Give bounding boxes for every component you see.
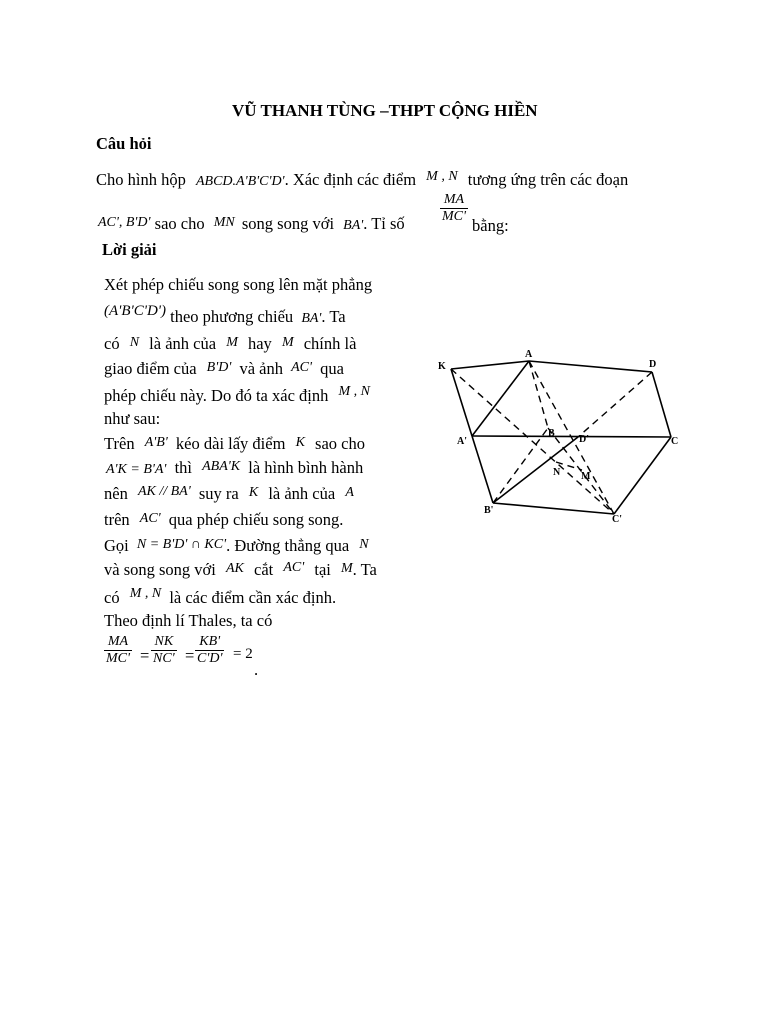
solution-line-10: trên AC' qua phép chiếu song song. <box>104 510 344 529</box>
solution-line-9: nên $^{AK // BA'}$ suy ra K là ảnh của A <box>104 484 354 503</box>
question-ratio: $\frac{MA}{MC'}$ <box>442 192 466 224</box>
label-c1: C' <box>612 514 622 525</box>
solution-line-8: A'K = B'A' thì ABA'K là hình bình hành <box>106 458 364 477</box>
solution-line-7: Trên A'B' kéo dài lấy điểm K sao cho <box>104 434 365 453</box>
dashed-d-d1 <box>578 372 652 437</box>
edge-a1-b1 <box>472 436 493 503</box>
solution-line-13: có $^{M , N}$ là các điểm cần xác định. <box>104 586 337 607</box>
edge-c1-c <box>614 437 671 514</box>
dashed-a-b <box>529 361 548 428</box>
solution-line-12: và song song với AK cắt $^{AC'}$ tại M. Ta <box>104 560 377 579</box>
label-m: M <box>581 471 591 482</box>
solution-line-1: Xét phép chiếu song song lên mặt phẳng <box>104 275 373 294</box>
question-line-1: Cho hình hộp ABCD.A'B'C'D'. Xác định các điểm $^{M , N}$ tương ứng trên các đoạn <box>96 169 629 189</box>
label-k: K <box>438 361 446 372</box>
question-tail: bằng: <box>472 216 509 235</box>
edge-b1-d1 <box>493 437 578 503</box>
label-a: A <box>525 349 533 360</box>
edge-d-c <box>652 372 671 437</box>
solution-line-14: Theo định lí Thales, ta có <box>104 611 273 630</box>
label-c: C <box>671 436 679 447</box>
label-d1: D' <box>579 434 589 445</box>
formula-equals-2: = <box>185 646 195 665</box>
solution-line-4: giao điểm của B'D' và ảnh AC' qua <box>104 359 344 378</box>
solution-heading: Lời giải <box>102 240 157 259</box>
edge-b1-c1 <box>493 503 614 514</box>
edge-k-a <box>451 361 529 369</box>
label-b: B <box>548 428 555 439</box>
solution-line-2: (A'B'C'D') theo phương chiếu $_{BA'}$. Ta <box>104 303 346 326</box>
edge-a-d <box>529 361 652 372</box>
formula-nk-nc: $\frac{NK}{NC'}$ <box>153 634 175 666</box>
edge-a-a1 <box>472 361 529 436</box>
solution-line-5: phép chiếu này. Do đó ta xác định $^{M , N}$ <box>104 384 370 405</box>
label-n: N <box>553 467 561 478</box>
formula-kb-cd: $\frac{KB'}{C'D'}$ <box>197 634 223 666</box>
dashed-k-c1 <box>451 369 614 514</box>
label-d: D <box>649 359 657 370</box>
dashed-a-c1 <box>529 361 614 514</box>
question-line-2: AC', B'D' sao cho MN song song với BA'. Tỉ số <box>98 214 405 233</box>
page-title: VŨ THANH TÙNG –THPT CỘNG HIỀN <box>232 101 538 120</box>
label-b1: B' <box>484 505 494 516</box>
question-heading: Câu hỏi <box>96 134 152 153</box>
formula-period: . <box>254 660 259 679</box>
solution-line-6: như sau: <box>104 409 161 428</box>
label-a1: A' <box>457 436 467 447</box>
dashed-b1-b <box>493 428 548 503</box>
formula-result: = 2 <box>233 646 253 662</box>
formula-ma-mc: $\frac{MA}{MC'}$ <box>106 634 130 666</box>
solution-line-11: Gọi N = B'D' ∩ KC'. Đường thẳng qua N <box>104 536 369 555</box>
formula-equals-1: = <box>140 646 150 665</box>
solution-line-3: có N là ảnh của M hay M chính là <box>104 334 357 353</box>
